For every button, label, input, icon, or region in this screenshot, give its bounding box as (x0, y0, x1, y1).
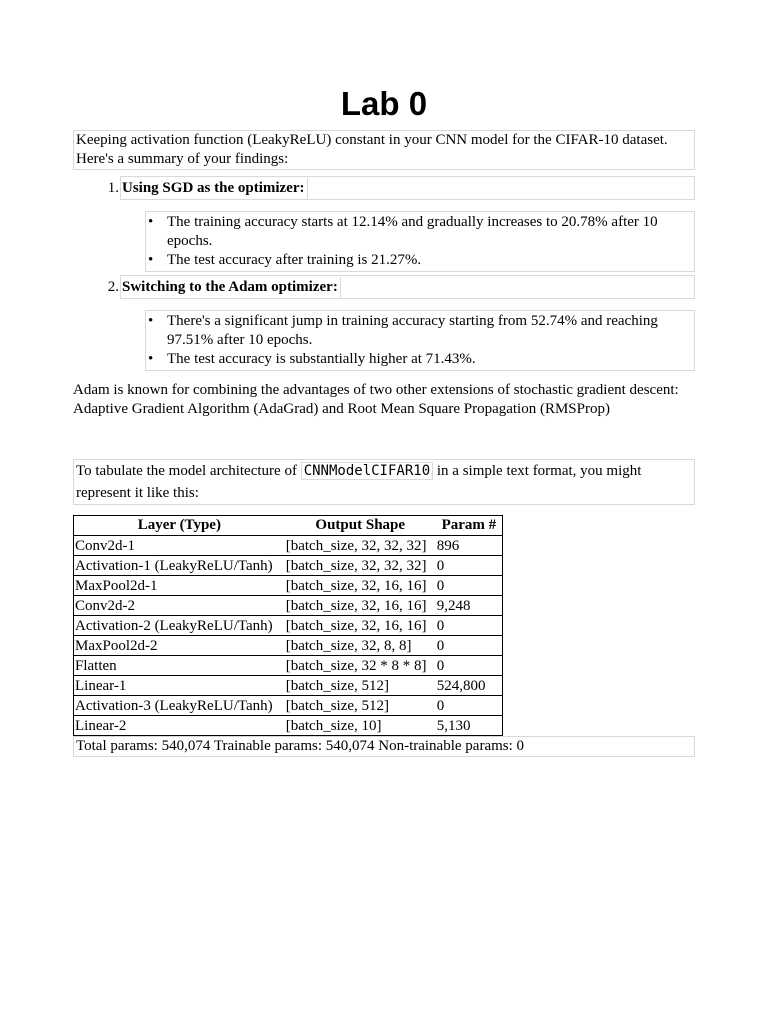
finding-bullets (145, 211, 695, 272)
table-row (74, 676, 503, 696)
layer-cell: Conv2d-1 (74, 536, 285, 556)
finding-number: 2. (107, 278, 119, 295)
finding-bullets (145, 310, 695, 371)
table-header-row (74, 516, 503, 536)
param-count-cell: 5,130 (436, 716, 503, 736)
adam-note-paragraph: Adam is known for combining the advantages of two other extensions of stochastic gradient descent: Adaptive Gradient Algorithm (AdaGrad) and Root Mean Square Propagation (RMSProp) (73, 382, 679, 417)
column-header-layer: Layer (Type) (137, 517, 221, 533)
table-row (74, 716, 503, 736)
table-row (74, 696, 503, 716)
column-header-params: Param # (441, 517, 497, 533)
finding-number: 1. (107, 179, 119, 196)
param-count-cell: 0 (436, 636, 503, 656)
column-header-output-shape: Output Shape (315, 517, 406, 533)
finding-title-box (120, 275, 695, 299)
output-shape-cell: [batch_size, 10] (285, 716, 436, 736)
layer-cell: Linear-1 (74, 676, 285, 696)
table-row (74, 536, 503, 556)
table-row (74, 616, 503, 636)
output-shape-cell: [batch_size, 32, 32, 32] (285, 536, 436, 556)
page-title: Lab 0 (340, 85, 428, 122)
layer-cell: Conv2d-2 (74, 596, 285, 616)
finding-item (73, 176, 695, 272)
tabulate-text-after: in a simple text format, you might represent it like this: (76, 463, 642, 501)
output-shape-cell: [batch_size, 32 * 8 * 8] (285, 656, 436, 676)
architecture-table (73, 515, 503, 736)
table-row (74, 576, 503, 596)
table-row (74, 656, 503, 676)
intro-paragraph: Keeping activation function (LeakyReLU) constant in your CNN model for the CIFAR-10 dataset. Here's a summary of your findings: (73, 130, 695, 170)
finding-bullet: • The training accuracy starts at 12.14% and gradually increases to 20.78% after 10 epochs. (146, 213, 694, 251)
output-shape-cell: [batch_size, 32, 8, 8] (285, 636, 436, 656)
output-shape-cell: [batch_size, 512] (285, 696, 436, 716)
finding-title: Switching to the Adam optimizer: (122, 277, 341, 298)
findings-list (73, 176, 695, 371)
layer-cell: Activation-2 (LeakyReLU/Tanh) (74, 616, 285, 636)
finding-title-box (120, 176, 695, 200)
layer-cell: Linear-2 (74, 716, 285, 736)
param-count-cell: 0 (436, 696, 503, 716)
finding-bullet: • The test accuracy is substantially higher at 71.43%. (146, 350, 694, 369)
layer-cell: MaxPool2d-1 (74, 576, 285, 596)
table-row (74, 636, 503, 656)
document-page (73, 84, 695, 757)
param-count-cell: 896 (436, 536, 503, 556)
output-shape-cell: [batch_size, 32, 32, 32] (285, 556, 436, 576)
finding-bullet: • The test accuracy after training is 21.27%. (146, 251, 694, 270)
layer-cell: Flatten (74, 656, 285, 676)
output-shape-cell: [batch_size, 512] (285, 676, 436, 696)
table-row (74, 596, 503, 616)
finding-bullet: • There's a significant jump in training accuracy starting from 52.74% and reaching 97.51% after 10 epochs. (146, 312, 694, 350)
param-count-cell: 0 (436, 656, 503, 676)
finding-heading (101, 176, 695, 200)
finding-title: Using SGD as the optimizer: (122, 178, 308, 199)
model-class-code: CNNModelCIFAR10 (301, 462, 433, 480)
tabulate-paragraph (73, 459, 695, 505)
totals-line: Total params: 540,074 Trainable params: 540,074 Non-trainable params: 0 (73, 736, 695, 757)
param-count-cell: 0 (436, 556, 503, 576)
param-count-cell: 0 (436, 576, 503, 596)
tabulate-text-before: To tabulate the model architecture of (76, 463, 301, 479)
output-shape-cell: [batch_size, 32, 16, 16] (285, 616, 436, 636)
param-count-cell: 524,800 (436, 676, 503, 696)
param-count-cell: 9,248 (436, 596, 503, 616)
layer-cell: Activation-1 (LeakyReLU/Tanh) (74, 556, 285, 576)
layer-cell: MaxPool2d-2 (74, 636, 285, 656)
output-shape-cell: [batch_size, 32, 16, 16] (285, 576, 436, 596)
finding-heading (101, 275, 695, 299)
output-shape-cell: [batch_size, 32, 16, 16] (285, 596, 436, 616)
table-row (74, 556, 503, 576)
param-count-cell: 0 (436, 616, 503, 636)
layer-cell: Activation-3 (LeakyReLU/Tanh) (74, 696, 285, 716)
finding-item (73, 275, 695, 371)
